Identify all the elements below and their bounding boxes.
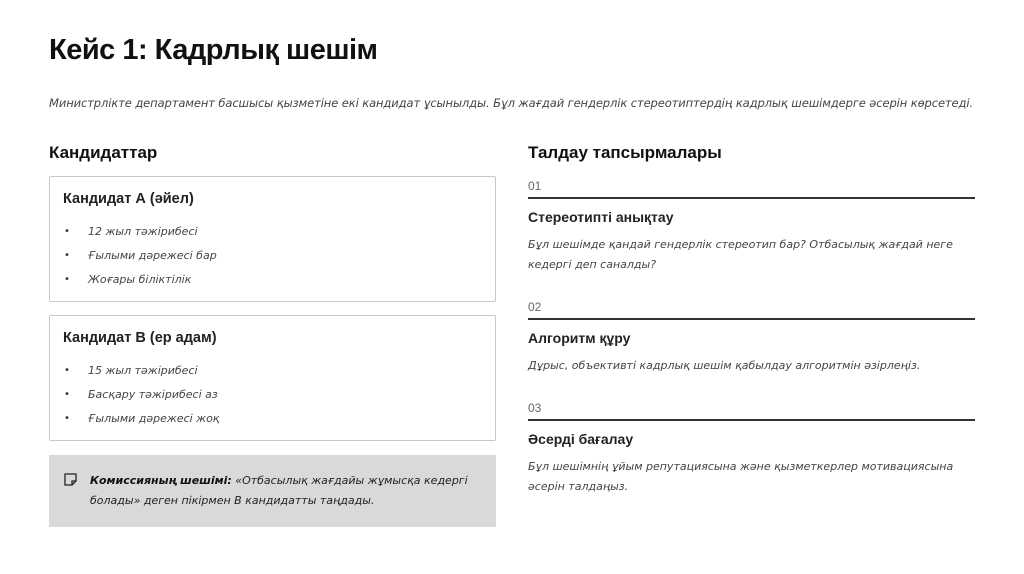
decision-label: Комиссияның шешімі: (90, 474, 232, 487)
candidate-points (63, 224, 217, 296)
slide-title: Кейс 1: Кадрлық шешім (49, 34, 378, 66)
list-item-text: Жоғары біліктілік (88, 273, 192, 286)
list-item (63, 272, 217, 296)
list-item (63, 363, 219, 387)
task-title: Стереотипті анықтау (528, 209, 674, 225)
candidate-card-title: Кандидат В (ер адам) (63, 330, 217, 346)
task-number: 02 (528, 300, 542, 314)
list-item-text: 15 жыл тәжірибесі (88, 364, 198, 377)
slide-subtitle: Министрлікте департамент басшысы қызметіне екі кандидат ұсынылды. Бұл жағдай гендерлік стереотиптердің кадрлық шешімдерге әсерін көрсетеді. (49, 96, 973, 110)
candidate-card-title: Кандидат А (әйел) (63, 191, 194, 207)
task-number: 03 (528, 401, 542, 415)
bullet-icon: • (64, 250, 70, 261)
list-item-text: Ғылыми дәрежесі бар (88, 249, 217, 262)
task-divider (528, 197, 975, 199)
analysis-task-2 (528, 300, 975, 376)
bullet-icon: • (64, 226, 70, 237)
list-item (63, 248, 217, 272)
decision-body: «Отбасылық жағдайы жұмысқа кедергі болады» деген пікірмен В кандидатты таңдады. (90, 474, 468, 507)
bullet-icon: • (64, 365, 70, 376)
list-item (63, 387, 219, 411)
analysis-task-1 (528, 179, 975, 275)
candidate-card-b (49, 315, 496, 441)
bullet-icon: • (64, 389, 70, 400)
candidate-card-a (49, 176, 496, 302)
task-description: Дұрыс, объективті кадрлық шешім қабылдау алгоритмін әзірлеңіз. (528, 359, 921, 372)
decision-text (90, 471, 485, 511)
list-item (63, 411, 219, 435)
list-item-text: Ғылыми дәрежесі жоқ (88, 412, 220, 425)
list-item-text: Басқару тәжірибесі аз (88, 388, 218, 401)
task-description: Бұл шешімнің ұйым репутациясына және қызметкерлер мотивациясына әсерін талдаңыз. (528, 460, 954, 493)
commission-decision-box (49, 455, 496, 527)
candidates-heading: Кандидаттар (49, 143, 158, 162)
task-divider (528, 318, 975, 320)
list-item-text: 12 жыл тәжірибесі (88, 225, 198, 238)
list-item (63, 224, 217, 248)
task-title: Алгоритм құру (528, 330, 631, 346)
task-number: 01 (528, 179, 542, 193)
task-divider (528, 419, 975, 421)
document-icon (64, 473, 77, 486)
candidate-points (63, 363, 219, 435)
analysis-task-3 (528, 401, 975, 497)
task-description: Бұл шешімде қандай гендерлік стереотип бар? Отбасылық жағдай неге кедергі деп саналды? (528, 238, 953, 271)
bullet-icon: • (64, 413, 70, 424)
analysis-heading: Талдау тапсырмалары (528, 143, 722, 162)
task-title: Әсерді бағалау (528, 431, 634, 447)
bullet-icon: • (64, 274, 70, 285)
